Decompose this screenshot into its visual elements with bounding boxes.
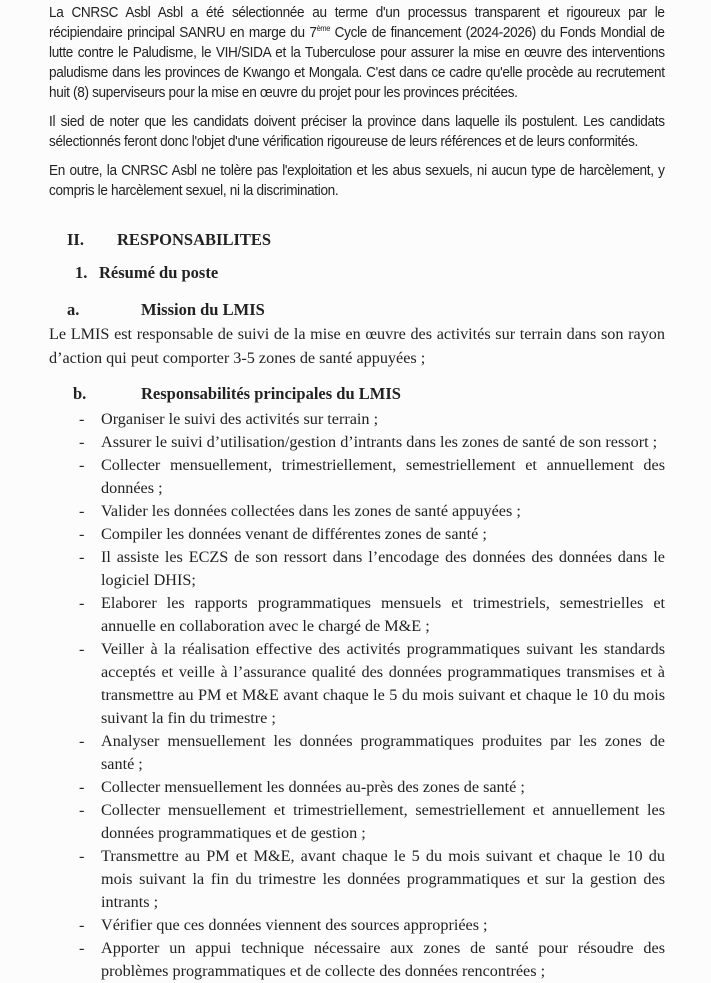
list-item: - Elaborer les rapports programmatiques mensuels et trimestriels, semestrielles et annuelle en collaboration avec le chargé de M&E ; xyxy=(79,594,665,635)
list-item: - Apporter un appui technique nécessaire aux zones de santé pour résoudre des problèmes programmatiques et de collecte des données rencontrées ; xyxy=(79,939,665,980)
list-item: - Transmettre au PM et M&E, avant chaque le 5 du mois suivant et chaque le 10 du mois suivant la fin du trimestre les données programmatiques et sur la gestion des intrants ; xyxy=(79,847,665,911)
section-title: RESPONSABILITES xyxy=(117,230,272,249)
bullet-dash: - xyxy=(79,640,85,658)
intro-section-3 xyxy=(49,161,665,201)
bullet-dash: - xyxy=(79,433,85,451)
list-item: - Analyser mensuellement les données programmatiques produites par les zones de santé ; xyxy=(79,732,665,773)
list-item: - Veiller à la réalisation effective des activités programmatiques suivant les standards acceptés et veille à l’assurance qualité des données programmatiques transmises et à transmettre au PM et M&E avant chaque le 5 du mois suivant et chaque le 10 du mois suivant la fin du trimestre ; xyxy=(79,640,665,727)
mission-title: Mission du LMIS xyxy=(141,300,265,319)
list-item: - Organiser le suivi des activités sur terrain ; xyxy=(79,408,665,431)
list-item: - Assurer le suivi d’utilisation/gestion d’intrants dans les zones de santé de son ressort ; xyxy=(79,431,665,454)
superscript: ème xyxy=(316,24,331,33)
list-item: - Vérifier que ces données viennent des sources appropriées ; xyxy=(79,914,665,937)
responsibilities-letter: b. xyxy=(73,384,87,403)
list-item: - Valider les données collectées dans les zones de santé appuyées ; xyxy=(79,500,665,523)
bullet-dash: - xyxy=(79,410,85,428)
intro-paragraph-3: En outre, la CNRSC Asbl ne tolère pas l'exploitation et les abus sexuels, ni aucun type de harcèlement, y compris le harcèlement sexuel, ni la discrimination. xyxy=(49,163,665,199)
responsibilities-title: Responsabilités principales du LMIS xyxy=(141,384,401,403)
subsection-number: 1. xyxy=(75,263,88,282)
bullet-dash: - xyxy=(79,548,85,566)
bullet-dash: - xyxy=(79,732,85,750)
subsection-title: Résumé du poste xyxy=(99,263,219,282)
bullet-dash: - xyxy=(79,525,85,543)
intro-section xyxy=(49,3,665,103)
list-item: - Compiler les données venant de différentes zones de santé ; xyxy=(79,523,665,546)
bullet-dash: - xyxy=(79,456,85,474)
bullet-dash: - xyxy=(79,939,85,957)
bullet-dash: - xyxy=(79,916,85,934)
intro-text: La CNRSC Asbl Asbl a été sélectionnée au terme d'un processus transparent et rigoureux par le récipiendaire principal SANRU en marge du 7 xyxy=(49,5,665,41)
list-item: - Collecter mensuellement les données au-près des zones de santé ; xyxy=(79,776,665,799)
intro-paragraph-2: Il sied de noter que les candidats doivent préciser la province dans laquelle ils postulent. Les candidats sélectionnés feront donc l'objet d'une vérification rigoureuse de leurs références et de leurs conformités. xyxy=(49,114,665,150)
bullet-dash: - xyxy=(79,801,85,819)
bullet-dash: - xyxy=(79,502,85,520)
list-item: - Collecter mensuellement, trimestriellement, semestriellement et annuellement des données ; xyxy=(79,456,665,497)
intro-paragraph-1 xyxy=(49,3,665,103)
intro-text: Cycle de financement (2024-2026) du Fonds Mondial de lutte contre le Paludisme, le VIH/SIDA et la Tuberculose pour assurer la mise en œuvre des interventions paludisme dans les provinces de Kwango et Mongala. C'est dans ce cadre qu'elle procède au recrutement huit (8) superviseurs pour la mise en œuvre du projet pour les provinces précitées. xyxy=(49,25,665,101)
mission-letter: a. xyxy=(67,300,80,319)
bullet-dash: - xyxy=(79,847,85,865)
responsibilities-list xyxy=(79,408,665,983)
list-item: - Il assiste les ECZS de son ressort dans l’encodage des données des données dans le logiciel DHIS; xyxy=(79,548,665,589)
list-item: - Collecter mensuellement et trimestriellement, semestriellement et annuellement les données programmatiques et de gestion ; xyxy=(79,801,665,842)
mission-text: Le LMIS est responsable de suivi de la mise en œuvre des activités sur terrain dans son rayon d’action qui peut comporter 3-5 zones de santé appuyées ; xyxy=(49,325,665,367)
bullet-dash: - xyxy=(79,778,85,796)
intro-section-2 xyxy=(49,112,665,152)
bullet-dash: - xyxy=(79,594,85,612)
section-number: II. xyxy=(67,230,84,249)
